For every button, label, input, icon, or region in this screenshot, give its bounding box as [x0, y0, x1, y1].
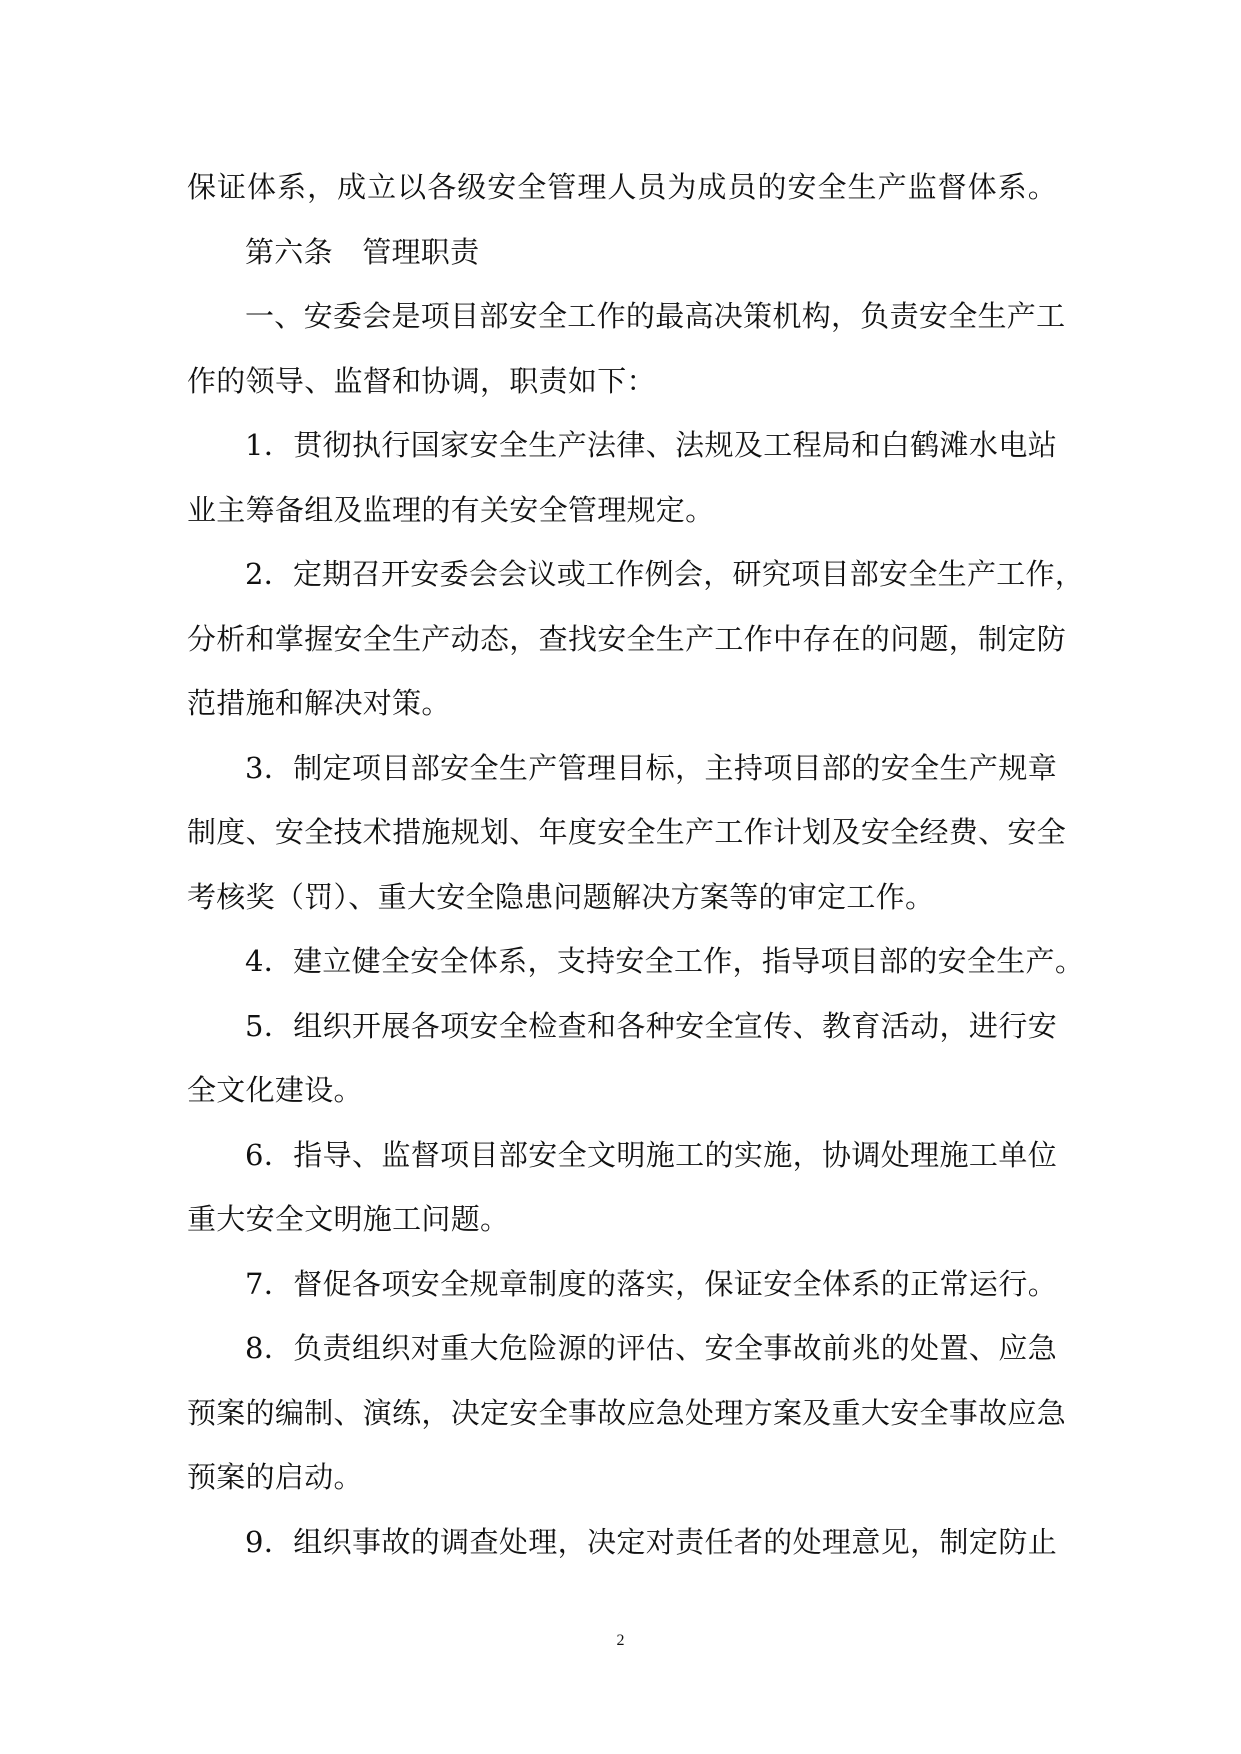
text-line: 9．组织事故的调查处理，决定对责任者的处理意见，制定防止: [245, 1524, 1057, 1559]
text-line: 预案的启动。: [187, 1460, 363, 1494]
text-line: 7．督促各项安全规章制度的落实，保证安全体系的正常运行。: [245, 1266, 1057, 1301]
text-line: 2．定期召开安委会会议或工作例会，研究项目部安全生产工作，: [245, 557, 1085, 591]
text-line: 制度、安全技术措施规划、年度安全生产工作计划及安全经费、安全: [187, 815, 1067, 849]
text-line: 考核奖（罚）、重大安全隐患问题解决方案等的审定工作。: [187, 879, 935, 914]
text-line: 3．制定项目部安全生产管理目标，主持项目部的安全生产规章: [245, 750, 1057, 785]
text-line: 保证体系，成立以各级安全管理人员为成员的安全生产监督体系。: [187, 170, 1057, 204]
text-line: 全文化建设。: [187, 1073, 363, 1107]
text-line: 4．建立健全安全体系，支持安全工作，指导项目部的安全生产。: [245, 944, 1085, 978]
document-body: [187, 155, 1085, 1574]
text-line: 预案的编制、演练，决定安全事故应急处理方案及重大安全事故应急: [187, 1395, 1067, 1430]
text-line: 重大安全文明施工问题。: [187, 1202, 510, 1236]
text-line: 1．贯彻执行国家安全生产法律、法规及工程局和白鹤滩水电站: [245, 428, 1057, 462]
text-line: 8．负责组织对重大危险源的评估、安全事故前兆的处置、应急: [245, 1331, 1057, 1365]
text-line: 6．指导、监督项目部安全文明施工的实施，协调处理施工单位: [245, 1137, 1057, 1172]
page-number: 2: [616, 1632, 625, 1649]
text-line: 第六条 管理职责: [245, 234, 480, 269]
text-line: 5．组织开展各项安全检查和各种安全宣传、教育活动，进行安: [245, 1008, 1057, 1043]
text-line: 范措施和解决对策。: [187, 686, 451, 720]
text-line: 作的领导、监督和协调，职责如下：: [187, 363, 656, 398]
text-line: 业主筹备组及监理的有关安全管理规定。: [187, 492, 715, 527]
text-line: 一、安委会是项目部安全工作的最高决策机构，负责安全生产工: [245, 299, 1066, 333]
text-line: 分析和掌握安全生产动态，查找安全生产工作中存在的问题，制定防: [187, 621, 1067, 656]
